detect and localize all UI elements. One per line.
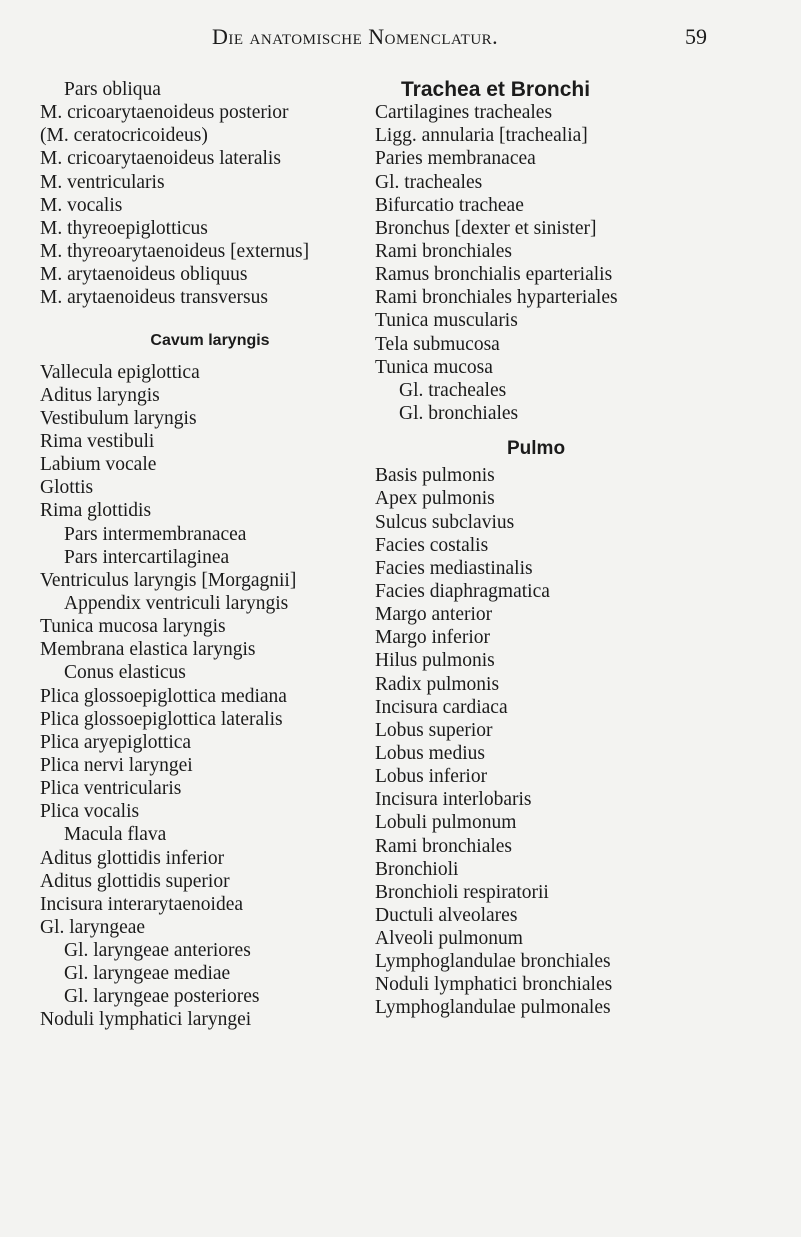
pulmo-list bbox=[375, 464, 775, 1019]
section-heading-trachea-et-bronchi: Trachea et Bronchi bbox=[401, 78, 591, 101]
term-line: Basis pulmonis bbox=[375, 465, 495, 487]
term-line: Lymphoglandulae pulmonales bbox=[375, 997, 611, 1019]
term-line: M. cricoarytaenoideus lateralis bbox=[40, 148, 281, 170]
larynx-muscle-list bbox=[40, 78, 370, 309]
term-line: Vestibulum laryngis bbox=[40, 407, 197, 429]
term-line: Lobus inferior bbox=[375, 766, 488, 788]
term-line: Incisura interlobaris bbox=[375, 789, 532, 811]
term-line: Sulcus subclavius bbox=[375, 511, 515, 533]
term-line: Plica vocalis bbox=[40, 801, 140, 823]
term-line: Apex pulmonis bbox=[375, 488, 495, 510]
term-line: Gl. laryngeae bbox=[40, 916, 146, 938]
term-line: M. thyreoepiglotticus bbox=[40, 217, 208, 239]
term-line: (M. ceratocricoideus) bbox=[40, 125, 208, 147]
term-line: Ventriculus laryngis [Morgagnii] bbox=[40, 569, 297, 591]
term-line: Ligg. annularia [trachealia] bbox=[375, 125, 588, 147]
section-heading-cavum-laryngis: Cavum laryngis bbox=[150, 332, 270, 350]
term-line: Rami bronchiales bbox=[375, 240, 513, 262]
term-line: Rami bronchiales hyparteriales bbox=[375, 287, 618, 309]
term-line: Cartilagines tracheales bbox=[375, 102, 553, 124]
term-line: Bronchioli respiratorii bbox=[375, 881, 549, 903]
term-line: Plica glossoepiglottica mediana bbox=[40, 685, 287, 707]
term-line: Plica ventricularis bbox=[40, 778, 182, 800]
term-line: Lymphoglandulae bronchiales bbox=[375, 951, 611, 973]
term-line: Hilus pulmonis bbox=[375, 650, 495, 672]
term-line: Aditus glottidis inferior bbox=[40, 847, 225, 869]
term-line: M. thyreoarytaenoideus [externus] bbox=[40, 240, 310, 262]
term-line: Noduli lymphatici laryngei bbox=[40, 1009, 252, 1031]
right-column bbox=[375, 78, 775, 1020]
running-title: Die anatomische Nomenclatur. bbox=[212, 24, 499, 49]
term-line: Labium vocale bbox=[40, 454, 157, 476]
term-line: Tunica mucosa bbox=[375, 356, 493, 378]
term-line: Rami bronchiales bbox=[375, 835, 513, 857]
term-line: Ductuli alveolares bbox=[375, 904, 518, 926]
term-line: Rima glottidis bbox=[40, 500, 152, 522]
term-line: Pars obliqua bbox=[64, 79, 161, 100]
term-line: Aditus glottidis superior bbox=[40, 870, 230, 892]
term-line: Tunica muscularis bbox=[375, 310, 518, 332]
term-line: Facies mediastinalis bbox=[375, 557, 533, 579]
term-line: M. vocalis bbox=[40, 194, 123, 216]
term-line: Margo anterior bbox=[375, 604, 493, 626]
term-line: Vallecula epiglottica bbox=[40, 361, 200, 383]
term-line: Noduli lymphatici bronchiales bbox=[375, 974, 613, 996]
term-line: Gl. bronchiales bbox=[399, 402, 519, 424]
term-line: Bronchioli bbox=[375, 858, 459, 880]
running-head bbox=[0, 24, 801, 54]
term-line: Conus elasticus bbox=[64, 662, 186, 684]
term-line: Gl. laryngeae anteriores bbox=[64, 940, 251, 962]
term-line: Bronchus [dexter et sinister] bbox=[375, 217, 597, 239]
term-line: Gl. laryngeae mediae bbox=[64, 963, 231, 985]
term-line: Tela submucosa bbox=[375, 333, 500, 355]
term-line: Lobus superior bbox=[375, 719, 493, 741]
term-line: Glottis bbox=[40, 477, 94, 499]
term-line: Membrana elastica laryngis bbox=[40, 639, 256, 661]
term-line: Margo inferior bbox=[375, 627, 490, 649]
term-line: Lobuli pulmonum bbox=[375, 812, 517, 834]
term-line: Gl. tracheales bbox=[399, 379, 507, 401]
term-line: Gl. laryngeae posteriores bbox=[64, 986, 260, 1008]
term-line: M. arytaenoideus transversus bbox=[40, 287, 268, 309]
term-line: Facies costalis bbox=[375, 534, 489, 556]
term-line: Rima vestibuli bbox=[40, 430, 155, 452]
term-line: Tunica mucosa laryngis bbox=[40, 616, 226, 638]
term-line: Ramus bronchialis eparterialis bbox=[375, 264, 613, 286]
cavum-laryngis-list bbox=[40, 361, 370, 1032]
term-line: Pars intercartilaginea bbox=[64, 546, 230, 568]
term-line: Gl. tracheales bbox=[375, 171, 483, 193]
term-line: Plica glossoepiglottica lateralis bbox=[40, 708, 283, 730]
term-line: M. arytaenoideus obliquus bbox=[40, 264, 248, 286]
term-line: Appendix ventriculi laryngis bbox=[64, 592, 289, 614]
term-line: Alveoli pulmonum bbox=[375, 928, 523, 950]
term-line: M. ventricularis bbox=[40, 171, 165, 193]
term-line: Bifurcatio tracheae bbox=[375, 194, 524, 216]
term-line: Incisura interarytaenoidea bbox=[40, 893, 244, 915]
term-line: Macula flava bbox=[64, 824, 167, 846]
term-line: Incisura cardiaca bbox=[375, 696, 508, 718]
page-number: 59 bbox=[685, 24, 707, 49]
term-line: M. cricoarytaenoideus posterior bbox=[40, 102, 289, 124]
term-line: Pars intermembranacea bbox=[64, 523, 247, 545]
section-heading-pulmo: Pulmo bbox=[507, 438, 566, 460]
term-line: Plica aryepiglottica bbox=[40, 731, 192, 753]
term-line: Radix pulmonis bbox=[375, 673, 500, 695]
term-line: Plica nervi laryngei bbox=[40, 754, 193, 776]
term-line: Paries membranacea bbox=[375, 148, 536, 170]
trachea-list bbox=[375, 101, 775, 425]
term-line: Aditus laryngis bbox=[40, 384, 160, 406]
left-column bbox=[40, 78, 370, 1032]
term-line: Lobus medius bbox=[375, 742, 485, 764]
term-line: Facies diaphragmatica bbox=[375, 580, 550, 602]
